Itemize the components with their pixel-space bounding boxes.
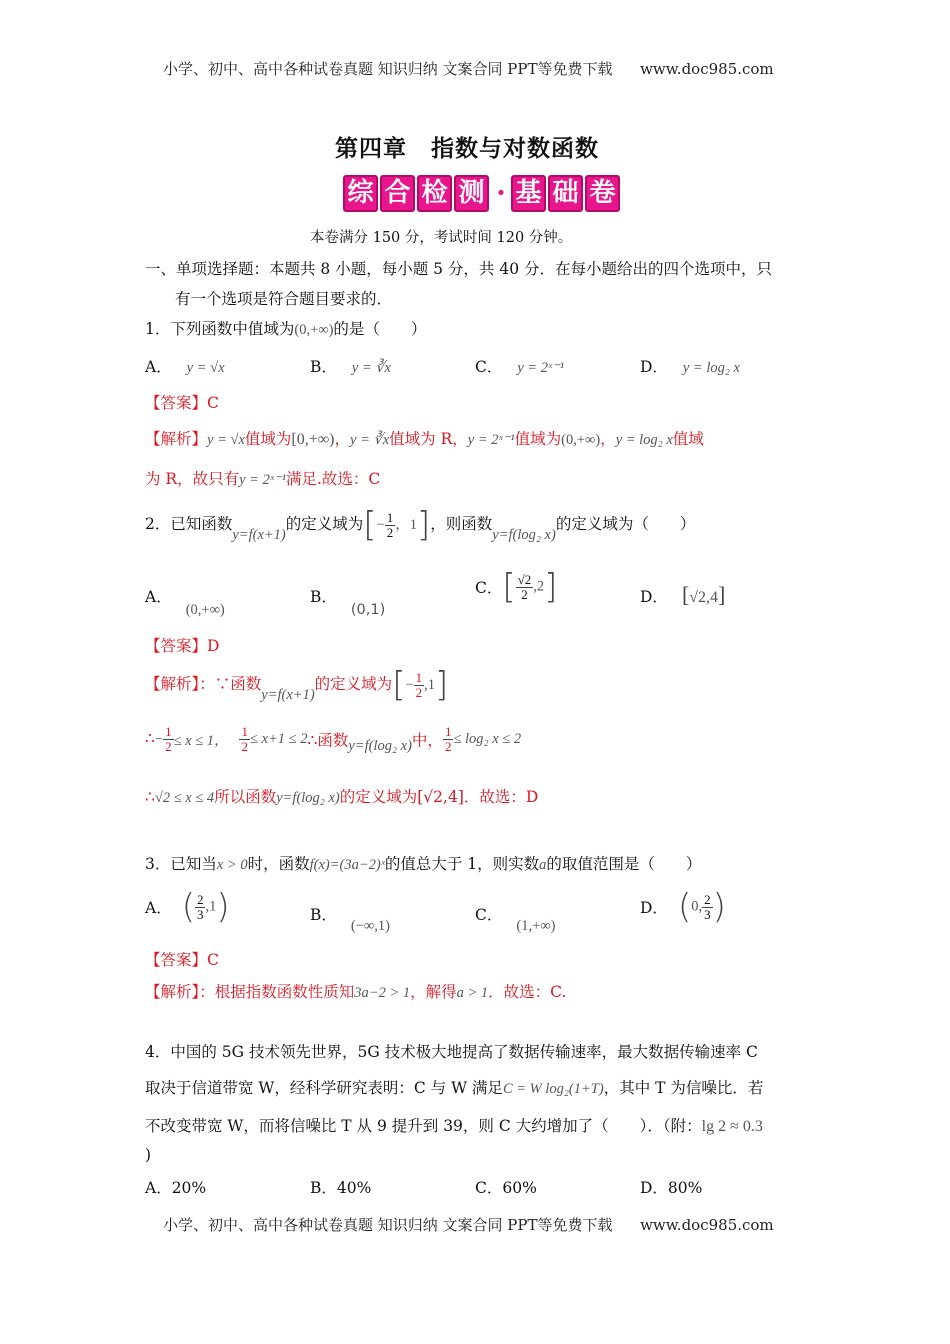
text: 值域为 <box>244 430 292 448</box>
q1-answer <box>145 391 219 413</box>
math: a > 1 <box>456 985 489 1001</box>
text: 所以函数 <box>214 788 277 806</box>
math: ，1 <box>395 517 417 533</box>
badge-dot: · <box>496 176 506 209</box>
denominator: 3 <box>704 906 711 922</box>
answer-tag: 【答案】 <box>145 394 208 412</box>
q2-option-c <box>475 567 557 607</box>
paren-right: ) <box>712 887 726 927</box>
numerator: √2 <box>517 571 532 587</box>
fraction <box>702 893 713 922</box>
option-label: C． <box>475 579 503 597</box>
text: 2．已知函数 <box>145 515 233 533</box>
text: 的取值范围是（ ） <box>546 855 702 873</box>
numerator: 2 <box>196 891 204 907</box>
text: 3．已知当 <box>145 855 217 873</box>
option-math: √2,4 <box>689 589 719 606</box>
exam-info: 本卷满分 150 分，考试时间 120 分钟。 <box>310 230 573 246</box>
header-url[interactable]: www.doc985.com <box>640 60 774 78</box>
text: 满足.故选：C <box>285 470 381 488</box>
text: 值域为 <box>514 430 562 448</box>
bracket-right: ] <box>544 567 558 607</box>
option-math: y = √x <box>186 360 225 376</box>
math: y=f(log₂ x) <box>348 737 412 754</box>
option-label: A． <box>145 899 172 917</box>
q2-explanation-line1: 【解析】：∵函数y=f(x+1)的定义域为[− $\frac{1}{2}$ ,1] <box>145 665 449 705</box>
text: 不改变带宽 W，而将信噪比 T 从 9 提升到 39，则 C 大约增加了（ ）．（附： <box>145 1117 702 1135</box>
fraction: $\frac{1}{2}$ <box>444 724 452 754</box>
math: 3a−2 > 1 <box>354 985 411 1001</box>
fraction: $\frac{1}{2}$ <box>165 724 172 754</box>
numerator: 2 <box>704 891 711 907</box>
footer-url[interactable]: www.doc985.com <box>640 1216 774 1234</box>
math: y = 2ˣ⁻¹ <box>239 472 286 488</box>
paren-left: ( <box>677 887 692 927</box>
fraction <box>385 511 396 540</box>
q3-option-c <box>475 903 556 934</box>
bracket-left: [ <box>392 665 406 705</box>
answer-value: C <box>207 951 219 969</box>
answer-tag: 【答案】 <box>145 637 208 655</box>
option-label: B． <box>310 358 337 376</box>
math: ,1 <box>205 898 217 915</box>
badge-char: 基 <box>511 175 546 212</box>
option-label: D． <box>640 358 668 376</box>
text: 为 R，故只有 <box>145 470 240 488</box>
badge-char: 卷 <box>585 175 620 212</box>
q4-option-d: D．80% <box>640 1179 703 1197</box>
text: ∴ <box>145 729 155 748</box>
section-heading-line1: 一、单项选择题：本题共 8 小题，每小题 5 分，共 40 分．在每小题给出的四个选项中，只 <box>145 260 773 278</box>
math: y=f(log₂ x) <box>276 790 340 806</box>
math: ≤ log₂ x ≤ 2 <box>453 731 522 747</box>
q4-stem-line1: 4．中国的 5G 技术领先世界，5G 技术极大地提高了数据传输速率，最大数据传输速率 C <box>145 1043 758 1061</box>
math: y = ∛x <box>350 432 390 448</box>
text: 时，函数 <box>247 855 310 873</box>
text: 的定义域为 <box>285 515 364 533</box>
q2-explanation-line2: ∴− $\frac{1}{2}$ ≤ x ≤ 1， $\frac{1}{2}$ ≤ x+1 ≤ 2∴函数y=f(log₂ x)中， $\frac{1}{2}$ ≤ log₂ x ≤ 2 <box>145 724 522 754</box>
badge-char: 合 <box>380 175 415 212</box>
q1-option-c <box>475 355 564 377</box>
q3-option-a <box>145 887 230 927</box>
q4-stem-line2 <box>145 1076 763 1098</box>
text: ， <box>600 430 616 448</box>
math: 0, <box>691 898 703 915</box>
q3-option-b <box>310 903 390 934</box>
fraction: $\frac{1}{2}$ <box>241 724 248 754</box>
option-math: y = ∛x <box>351 360 391 376</box>
q2-option-a <box>145 585 225 618</box>
explanation-tag: 【解析】 <box>145 430 208 448</box>
text: ， <box>334 430 351 448</box>
text: 值域为 R， <box>389 430 468 448</box>
header-text: 小学、初中、高中各种试卷真题 知识归纳 文案合同 PPT等免费下载 <box>163 60 613 78</box>
option-label: B． <box>310 588 337 606</box>
text: ，解得 <box>410 983 457 1001</box>
option-label: A． <box>145 588 172 606</box>
q3-option-d <box>640 887 726 927</box>
fraction <box>414 671 425 700</box>
math: y=f(x+1) <box>261 687 315 703</box>
denominator: 2 <box>386 524 394 540</box>
q1-range: (0,+∞) <box>294 322 334 338</box>
q3-explanation <box>145 980 566 1002</box>
math: ,1 <box>424 677 436 693</box>
math: f(x)=(3a−2)ˣ <box>309 857 385 873</box>
text: ∴ <box>145 788 155 806</box>
math: ≤ x+1 ≤ 2 <box>249 731 308 747</box>
text: ：根据指数函数性质知 <box>199 983 355 1001</box>
q1-option-b <box>310 355 391 377</box>
text: 的定义域为（ ） <box>555 515 696 533</box>
page-footer <box>163 1214 774 1235</box>
section-heading-line2: 有一个选项是符合题目要求的． <box>175 290 393 308</box>
q3-stem <box>145 852 701 874</box>
q4-stem-line3 <box>145 1114 763 1136</box>
option-label: C． <box>475 906 503 924</box>
text: 中， <box>411 731 443 750</box>
explanation-tag: 【解析】 <box>145 675 200 693</box>
q1-stem-tail: 的是（ ） <box>333 320 427 338</box>
answer-value: D <box>207 637 220 655</box>
test-type-badge <box>343 175 622 212</box>
paren-right: ) <box>216 887 230 927</box>
numerator: 1 <box>386 509 394 525</box>
math: lg 2 ≈ 0.3 <box>701 1118 763 1135</box>
badge-char: 综 <box>343 175 378 212</box>
option-math: (−∞,1) <box>350 918 390 934</box>
q1-option-d <box>640 355 740 377</box>
math: y=f(x+1) <box>232 527 286 543</box>
denominator: 2 <box>521 586 528 602</box>
q1-explanation-line2 <box>145 467 380 489</box>
math: y = √x <box>207 432 245 448</box>
q2-answer <box>145 634 219 656</box>
page-title: 第四章 指数与对数函数 <box>335 135 599 162</box>
fraction <box>195 893 206 922</box>
math: y = 2ˣ⁻¹ <box>467 432 515 448</box>
q2-explanation-line3 <box>145 785 538 807</box>
q1-explanation-line1 <box>145 427 704 449</box>
bracket-left: [ <box>363 505 377 545</box>
q1-stem-text: 1．下列函数中值域为 <box>145 320 295 338</box>
paren-left: ( <box>181 887 195 927</box>
fraction <box>516 573 534 602</box>
badge-char: 础 <box>548 175 583 212</box>
text: 的值总大于 1，则实数 <box>384 855 540 873</box>
text: ．故选：C. <box>488 983 567 1001</box>
text: ∴函数 <box>307 731 349 750</box>
math: y = log₂ x <box>615 432 673 448</box>
option-math: (0,+∞) <box>185 602 225 618</box>
text: ，其中 T 为信噪比．若 <box>603 1079 764 1097</box>
option-label: C． <box>475 358 503 376</box>
option-label: B． <box>310 906 337 924</box>
math: ,2 <box>533 578 545 595</box>
q4-option-a: A．20% <box>145 1179 207 1197</box>
q2-option-d: D． [√2,4] <box>640 582 726 607</box>
q1-stem <box>145 317 426 339</box>
bracket-right: ] <box>416 505 431 545</box>
q1-option-a <box>145 355 225 377</box>
text: 的定义域为 <box>314 675 393 693</box>
q2-stem: 2．已知函数y=f(x+1)的定义域为[− $\frac{1}{2}$ ，1]，则函数y=f(log₂ x)的定义域为（ ） <box>145 505 696 545</box>
option-math: (1,+∞) <box>516 918 556 934</box>
option-label: A． <box>145 358 172 376</box>
math: √2 ≤ x ≤ 4 <box>154 790 215 806</box>
badge-char: 测 <box>454 175 489 212</box>
math: a <box>539 857 547 873</box>
text: ，则函数 <box>430 515 493 533</box>
answer-tag: 【答案】 <box>145 951 208 969</box>
q4-option-c: C．60% <box>475 1179 537 1197</box>
text: 的定义域为[√2,4]．故选：D <box>339 788 539 806</box>
answer-value: C <box>207 394 219 412</box>
option-label: D． <box>640 899 668 917</box>
math: y=f(log₂ x) <box>492 527 556 543</box>
numerator: 1 <box>415 669 423 685</box>
badge-char: 检 <box>417 175 452 212</box>
q3-answer <box>145 948 219 970</box>
text: ：∵函数 <box>199 675 262 693</box>
math: ≤ x ≤ 1， <box>173 733 229 749</box>
footer-text: 小学、初中、高中各种试卷真题 知识归纳 文案合同 PPT等免费下载 <box>163 1216 613 1234</box>
explanation-tag: 【解析】 <box>145 983 200 1001</box>
bracket-right: ] <box>435 665 449 705</box>
option-math: y = log₂ x <box>682 360 740 376</box>
math: (0,+∞) <box>561 432 601 448</box>
page-header <box>163 58 774 79</box>
q2-option-b <box>310 585 386 618</box>
text: 值域 <box>672 430 704 448</box>
math: [0,+∞) <box>291 431 335 448</box>
q4-option-b: B．40% <box>310 1179 372 1197</box>
option-math: (0,1) <box>350 602 386 618</box>
math: C = W log₂(1+T) <box>502 1081 604 1097</box>
denominator: 2 <box>415 684 423 700</box>
option-label: D． <box>640 588 668 606</box>
denominator: 3 <box>196 906 204 922</box>
q4-stem-line4: ) <box>145 1146 152 1164</box>
math: x > 0 <box>216 857 248 873</box>
text: 取决于信道带宽 W，经科学研究表明：C 与 W 满足 <box>145 1079 503 1097</box>
bracket-left: [ <box>502 567 516 607</box>
option-math: y = 2ˣ⁻¹ <box>517 360 565 376</box>
